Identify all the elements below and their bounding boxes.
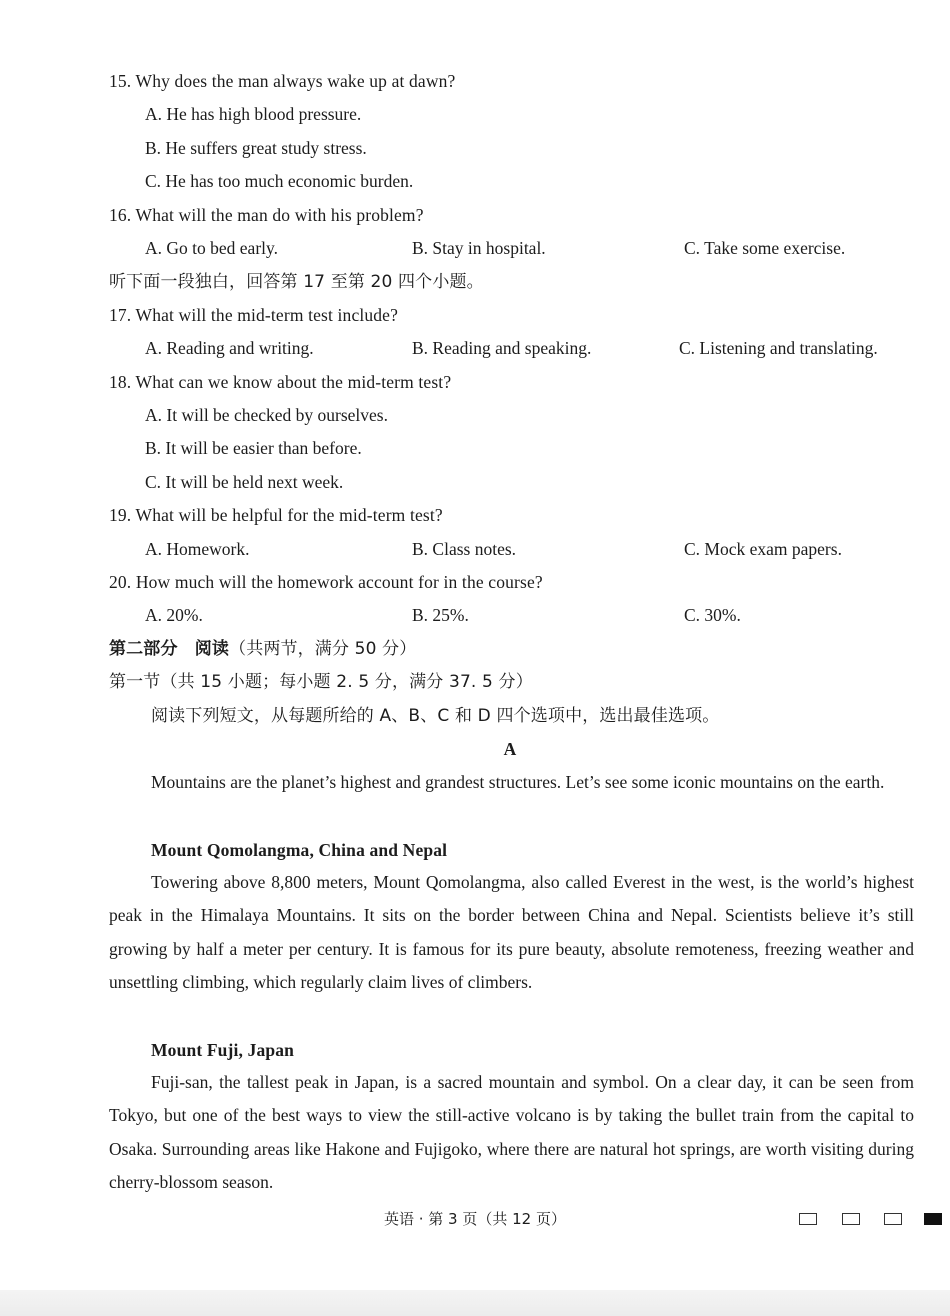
q17-option-c: C. Listening and translating. bbox=[679, 338, 878, 358]
q19-option-c: C. Mock exam papers. bbox=[684, 539, 842, 559]
q19-option-b: B. Class notes. bbox=[412, 539, 517, 559]
q20-option-a: A. 20%. bbox=[145, 605, 203, 625]
monologue-instruction: 听下面一段独白，回答第 17 至第 20 四个小题。 bbox=[109, 272, 484, 292]
passage-intro: Mountains are the planet’s highest and grandest structures. Let’s see some iconic mountains on the earth. bbox=[151, 772, 885, 792]
passage-paragraph-qomolangma: Towering above 8,800 meters, Mount Qomolangma, also called Everest in the west, is the world’s highest peak in the Himalaya Mountains. It sits on the border between China and Nepal. Scientists believe it’s still growing by half a meter per century. It is famous for its pure beauty, absolute remoteness, freezing weather and unsettling climbing, which regularly claim lives of climbers. bbox=[109, 872, 914, 993]
q20-option-b: B. 25%. bbox=[412, 605, 469, 625]
question-20-stem: 20. How much will the homework account for in the course? bbox=[109, 572, 543, 592]
passage-heading-qomolangma: Mount Qomolangma, China and Nepal bbox=[151, 840, 448, 860]
q18-option-b: B. It will be easier than before. bbox=[145, 438, 362, 458]
part2-heading bbox=[109, 638, 416, 660]
scan-bottom-edge bbox=[0, 1290, 950, 1316]
q17-option-a: A. Reading and writing. bbox=[145, 338, 314, 358]
page-footer: 英语 · 第 3 页（共 12 页） bbox=[383, 1210, 566, 1228]
q17-option-b: B. Reading and speaking. bbox=[412, 338, 592, 358]
q18-option-a: A. It will be checked by ourselves. bbox=[145, 405, 388, 425]
page-marker-box-2 bbox=[842, 1213, 860, 1225]
q15-option-a: A. He has high blood pressure. bbox=[145, 104, 362, 124]
reading-instruction: 阅读下列短文，从每题所给的 A、B、C 和 D 四个选项中，选出最佳选项。 bbox=[151, 706, 720, 726]
q16-option-a: A. Go to bed early. bbox=[145, 238, 278, 258]
question-15-stem: 15. Why does the man always wake up at dawn? bbox=[109, 71, 456, 91]
q18-option-c: C. It will be held next week. bbox=[145, 472, 344, 492]
q15-option-c: C. He has too much economic burden. bbox=[145, 171, 414, 191]
passage-heading-fuji: Mount Fuji, Japan bbox=[151, 1040, 295, 1060]
question-19-stem: 19. What will be helpful for the mid-term test? bbox=[109, 505, 443, 525]
part2-heading-title: 第二部分 阅读 bbox=[109, 639, 230, 659]
question-18-stem: 18. What can we know about the mid-term test? bbox=[109, 372, 452, 392]
q19-option-a: A. Homework. bbox=[145, 539, 250, 559]
passage-label: A bbox=[503, 739, 517, 759]
q16-option-c: C. Take some exercise. bbox=[684, 238, 846, 258]
q16-option-b: B. Stay in hospital. bbox=[412, 238, 546, 258]
q20-option-c: C. 30%. bbox=[684, 605, 741, 625]
part2-heading-score: （共两节，满分 50 分） bbox=[229, 639, 417, 659]
passage-paragraph-fuji: Fuji-san, the tallest peak in Japan, is a sacred mountain and symbol. On a clear day, it can be seen from Tokyo, but one of the best ways to view the still-active volcano is by taking the bullet train from the capital to Osaka. Surrounding areas like Hakone and Fujigoko, where there are natural hot springs, are worth visiting during cherry-blossom season. bbox=[109, 1072, 914, 1193]
question-17-stem: 17. What will the mid-term test include? bbox=[109, 305, 399, 325]
page-marker-box-1 bbox=[799, 1213, 817, 1225]
question-16-stem: 16. What will the man do with his problem? bbox=[109, 205, 424, 225]
page-marker-box-4 bbox=[924, 1213, 942, 1225]
q15-option-b: B. He suffers great study stress. bbox=[145, 138, 367, 158]
section1-heading: 第一节（共 15 小题；每小题 2. 5 分，满分 37. 5 分） bbox=[109, 672, 533, 692]
page-marker-box-3 bbox=[884, 1213, 902, 1225]
